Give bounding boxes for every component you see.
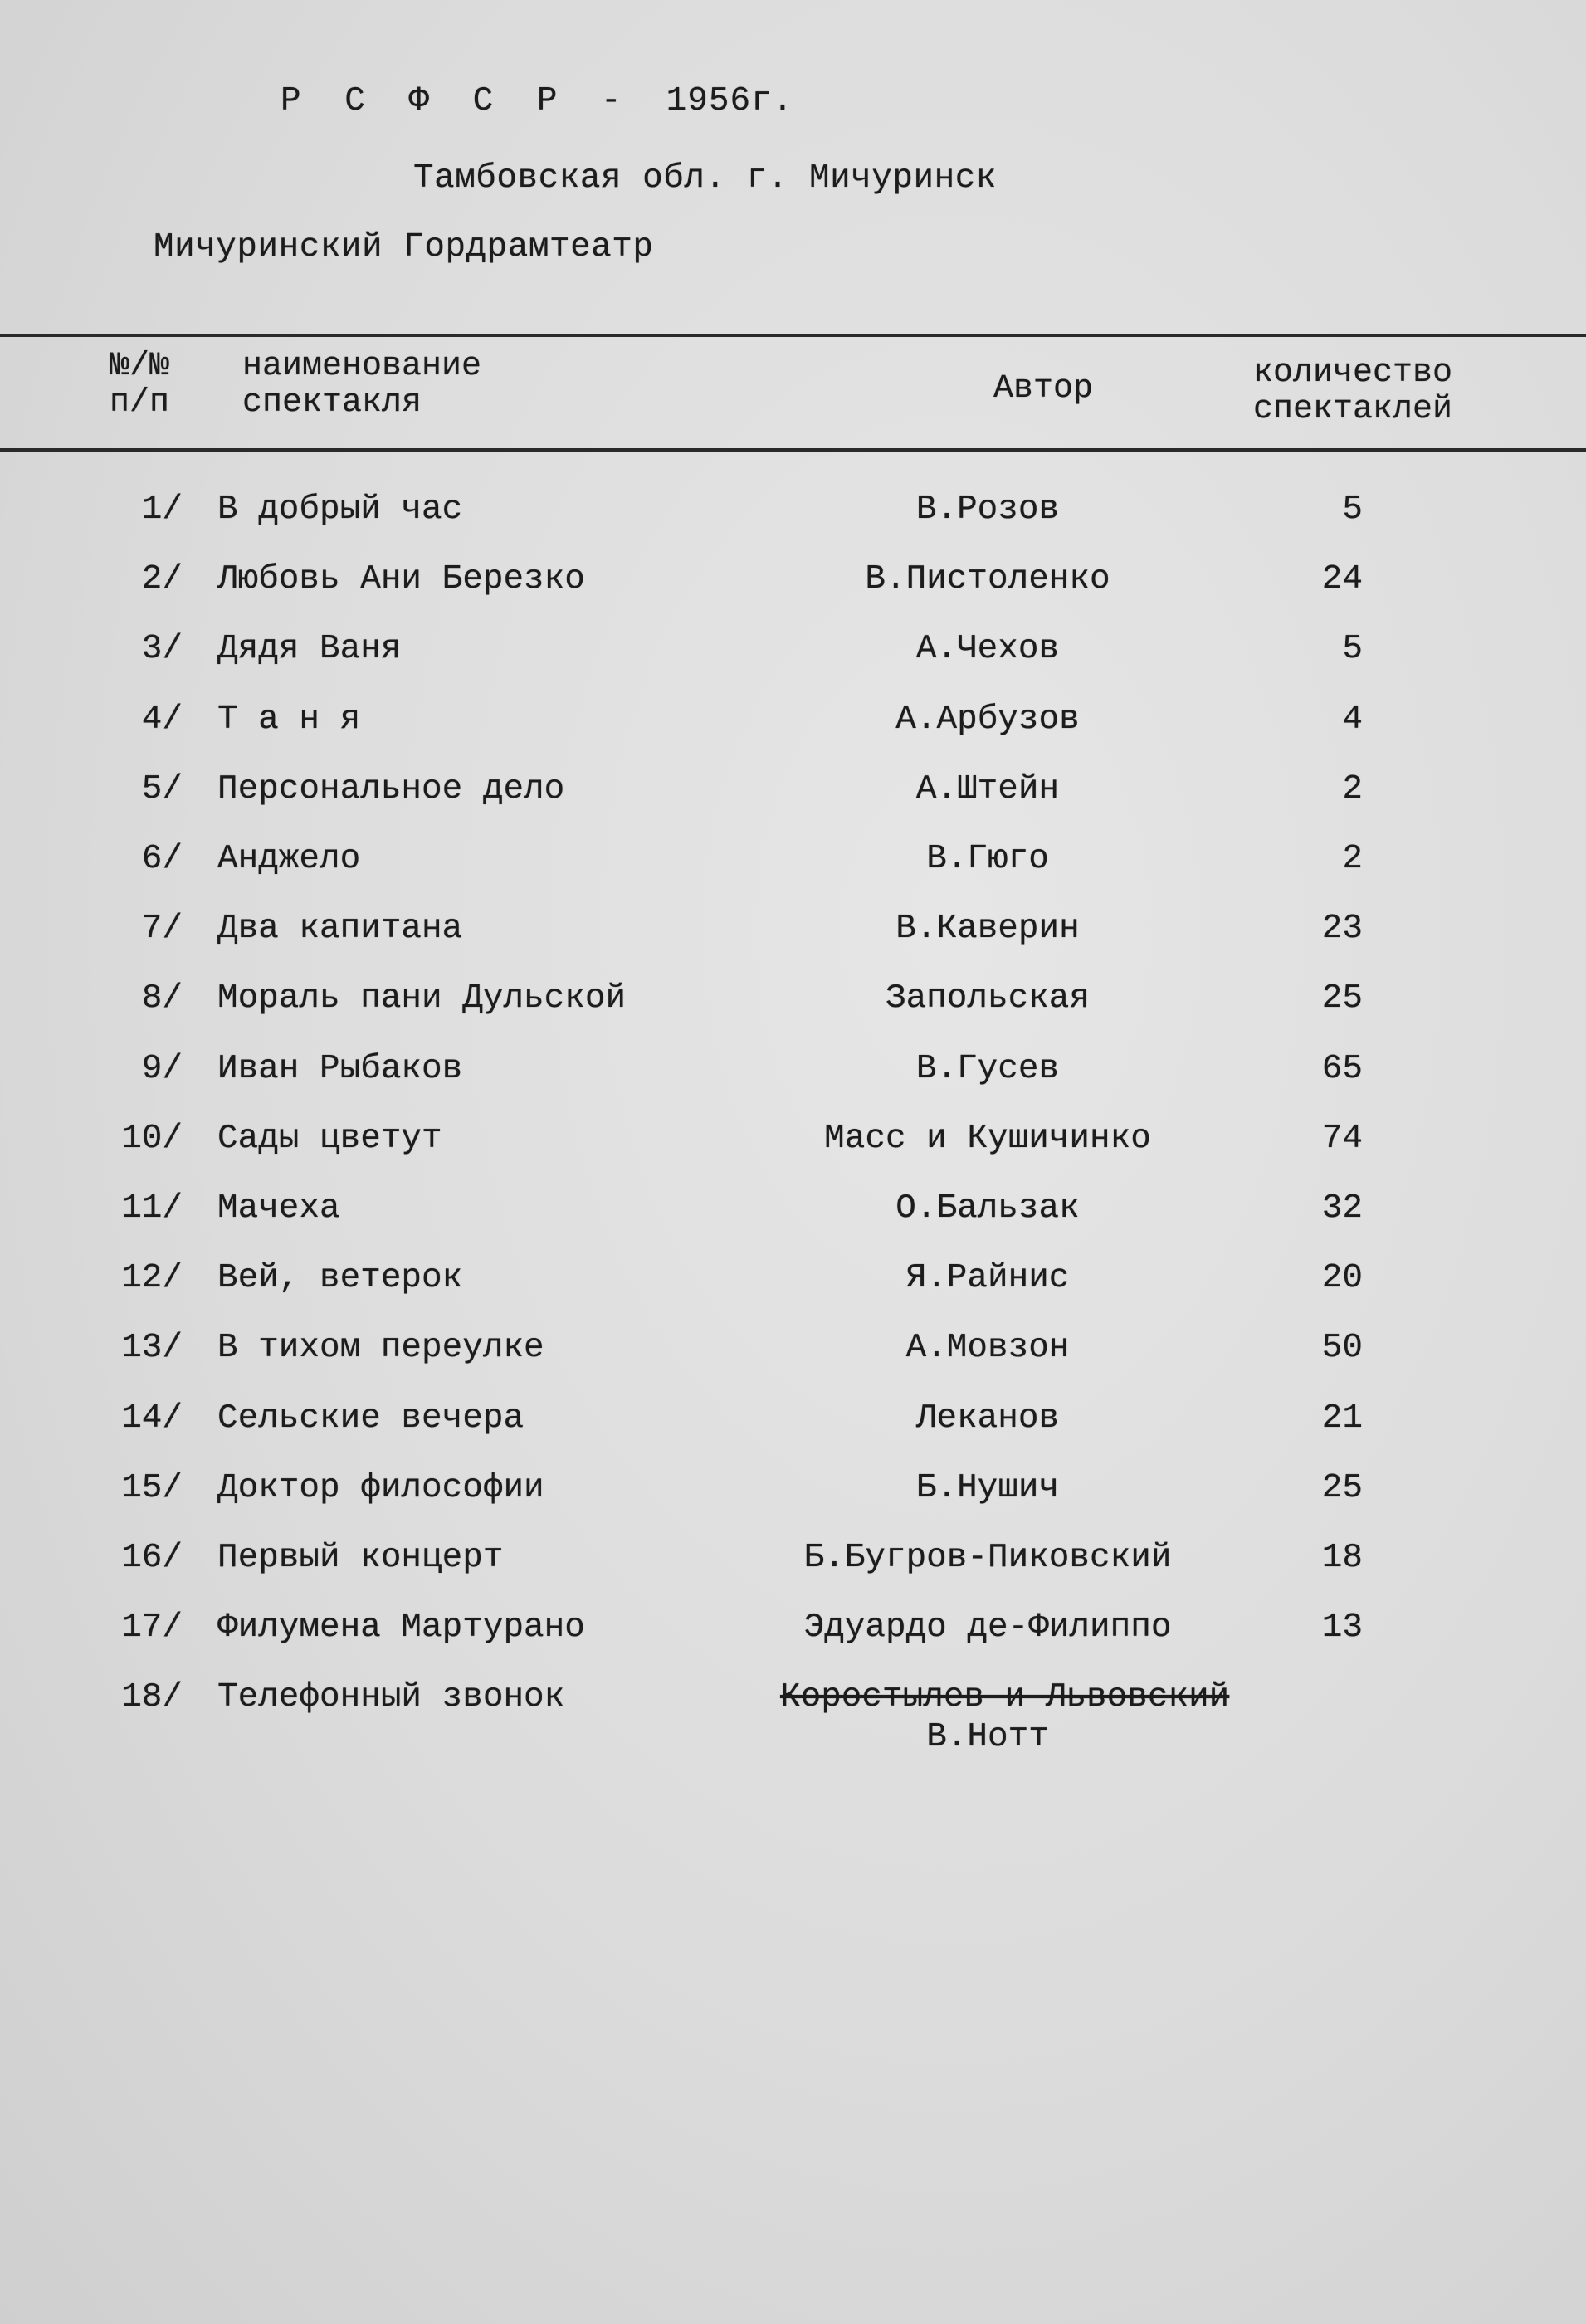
- row-count: 2: [1342, 770, 1363, 808]
- row-title: Вей, ветерок: [217, 1259, 463, 1297]
- row-title: Сады цветут: [217, 1120, 442, 1158]
- header-theatre: Мичуринский Гордрамтеатр: [154, 228, 654, 266]
- row-number: 15/: [121, 1469, 183, 1507]
- table-row: [0, 1678, 1586, 1756]
- row-author: В.Гусев: [915, 1050, 1060, 1088]
- row-title: Мачеха: [217, 1189, 340, 1228]
- table-row: [0, 491, 1586, 561]
- row-title: Два капитана: [217, 910, 463, 948]
- table-top-rule: [0, 334, 1586, 337]
- row-author: В.Каверин: [895, 910, 1080, 948]
- header-republic: Р С Ф С Р -: [281, 82, 633, 120]
- row-author: В.Розов: [915, 491, 1060, 529]
- header-region: Тамбовская обл. г. Мичуринск: [413, 159, 997, 198]
- row-author: А.Штейн: [915, 770, 1060, 808]
- row-count: 13: [1321, 1609, 1363, 1647]
- table-row: [0, 1330, 1586, 1399]
- column-header-author: Автор: [993, 370, 1094, 408]
- row-title: Сельские вечера: [217, 1399, 525, 1438]
- table-row: [0, 911, 1586, 980]
- row-number: 4/: [141, 701, 183, 739]
- row-title: Телефонный звонок: [217, 1678, 565, 1716]
- row-title: Иван Рыбаков: [217, 1050, 463, 1088]
- row-author: В.Нотт: [926, 1718, 1049, 1756]
- row-number: 10/: [121, 1120, 183, 1158]
- table-row: [0, 1120, 1586, 1190]
- row-author-struck: Коростылев и Львовский: [780, 1678, 1230, 1716]
- row-number: 16/: [121, 1539, 183, 1577]
- table-row: [0, 1400, 1586, 1470]
- table-row: [0, 561, 1586, 631]
- row-count: 2: [1342, 840, 1363, 878]
- row-author: О.Бальзак: [895, 1189, 1080, 1228]
- row-count: 25: [1321, 1469, 1363, 1507]
- row-author: В.Пистоленко: [865, 560, 1110, 598]
- row-count: 5: [1342, 491, 1363, 529]
- table-row: [0, 631, 1586, 701]
- column-header-number: №/№ п/п: [110, 348, 170, 422]
- row-number: 11/: [121, 1189, 183, 1228]
- row-number: 17/: [121, 1609, 183, 1647]
- row-author: Я.Райнис: [905, 1259, 1070, 1297]
- table-row: [0, 841, 1586, 911]
- row-number: 6/: [141, 840, 183, 878]
- row-number: 2/: [141, 560, 183, 598]
- row-count: 21: [1321, 1399, 1363, 1438]
- row-number: 3/: [141, 630, 183, 668]
- table-row: [0, 701, 1586, 771]
- row-number: 9/: [141, 1050, 183, 1088]
- row-title: Дядя Ваня: [217, 630, 402, 668]
- header-year: 1956г.: [666, 82, 794, 120]
- row-number: 5/: [141, 770, 183, 808]
- row-title: Доктор философии: [217, 1469, 544, 1507]
- row-count: 20: [1321, 1259, 1363, 1297]
- row-count: 74: [1321, 1120, 1363, 1158]
- header-republic-line: [281, 82, 794, 120]
- row-number: 14/: [121, 1399, 183, 1438]
- row-number: 1/: [141, 491, 183, 529]
- table-row: [0, 1260, 1586, 1330]
- row-author: Эдуардо де-Филиппо: [803, 1609, 1172, 1647]
- row-count: 25: [1321, 979, 1363, 1018]
- row-author: А.Чехов: [915, 630, 1060, 668]
- row-count: 24: [1321, 560, 1363, 598]
- column-header-title: наименование спектакля: [242, 348, 482, 422]
- row-number: 8/: [141, 979, 183, 1018]
- table-row: [0, 1609, 1586, 1679]
- row-author: Б.Бугров-Пиковский: [803, 1539, 1172, 1577]
- row-author: Леканов: [915, 1399, 1060, 1438]
- row-title: В тихом переулке: [217, 1329, 544, 1367]
- row-title: Первый концерт: [217, 1539, 504, 1577]
- row-title: Т а н я: [217, 701, 361, 739]
- row-count: 4: [1342, 701, 1363, 739]
- row-author: Запольская: [885, 979, 1091, 1018]
- row-number: 13/: [121, 1329, 183, 1367]
- row-count: 23: [1321, 910, 1363, 948]
- table-row: [0, 1190, 1586, 1260]
- row-title: В добрый час: [217, 491, 463, 529]
- table-header-rule: [0, 448, 1586, 452]
- row-count: 65: [1321, 1050, 1363, 1088]
- row-number: 18/: [121, 1678, 183, 1716]
- table-row: [0, 1470, 1586, 1540]
- row-title: Любовь Ани Березко: [217, 560, 585, 598]
- table-row: [0, 1540, 1586, 1609]
- column-header-count: количество спектаклей: [1253, 354, 1453, 428]
- row-author: А.Мовзон: [905, 1329, 1070, 1367]
- row-title: Персональное дело: [217, 770, 565, 808]
- row-count: 50: [1321, 1329, 1363, 1367]
- row-title: Мораль пани Дульской: [217, 979, 627, 1018]
- table-row: [0, 1051, 1586, 1120]
- row-number: 12/: [121, 1259, 183, 1297]
- row-count: 5: [1342, 630, 1363, 668]
- row-author: Б.Нушич: [915, 1469, 1060, 1507]
- row-author: Масс и Кушичинко: [824, 1120, 1151, 1158]
- row-author: А.Арбузов: [895, 701, 1080, 739]
- table-row: [0, 980, 1586, 1050]
- row-number: 7/: [141, 910, 183, 948]
- row-title: Анджело: [217, 840, 361, 878]
- table-row: [0, 771, 1586, 841]
- row-author: В.Гюго: [926, 840, 1049, 878]
- row-count: 32: [1321, 1189, 1363, 1228]
- row-count: 18: [1321, 1539, 1363, 1577]
- row-title: Филумена Мартурано: [217, 1609, 585, 1647]
